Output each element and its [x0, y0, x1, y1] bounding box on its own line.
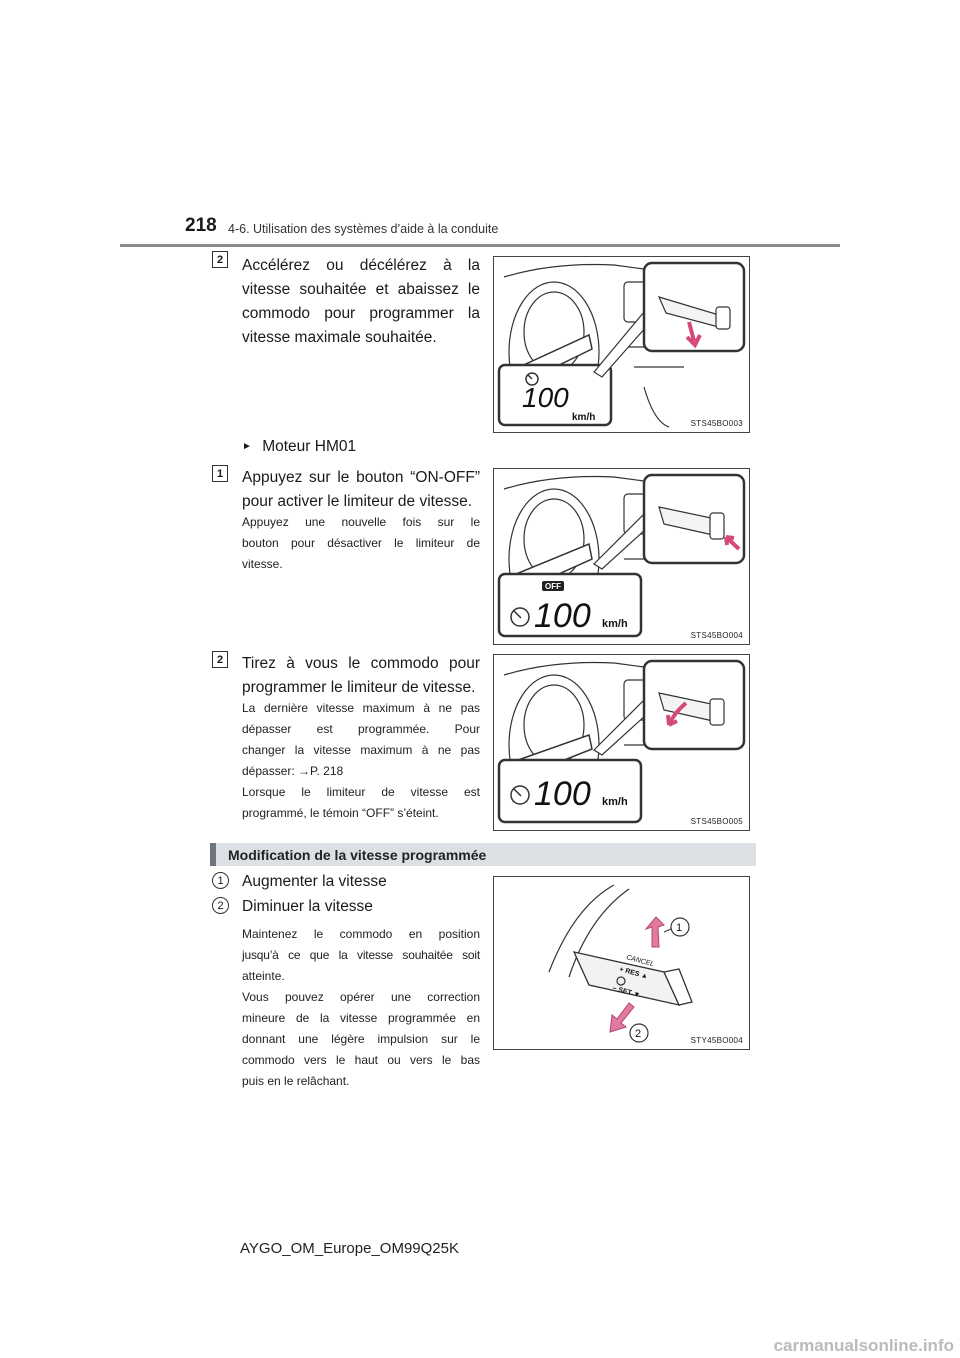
text-line: programmer le limiteur de vitesse. [242, 679, 476, 696]
step-1-note [242, 512, 480, 575]
text-line: Accélérez ou décélérez à la [242, 257, 480, 274]
step-2-text [242, 254, 480, 350]
speed-display: 100 [534, 597, 591, 635]
lever-illustration [494, 877, 749, 1049]
lever-set-label: − SET ▼ [611, 985, 641, 1000]
step-1-text [242, 466, 480, 514]
note-line: puis en le relâchant. [242, 1074, 350, 1088]
speed-display: 100 [534, 775, 591, 813]
engine-heading [242, 438, 356, 456]
section-title: Modification de la vitesse programmée [228, 847, 487, 863]
note-line: atteinte. [242, 969, 285, 983]
off-indicator: OFF [545, 582, 561, 591]
speed-unit: km/h [602, 796, 628, 808]
figure-lever-adjust [493, 876, 750, 1050]
chapter-title: 4-6. Utilisation des systèmes d’aide à la conduite [228, 222, 499, 236]
note-line: bouton pour désactiver le limiteur de [242, 536, 480, 550]
callout-1: 1 [676, 922, 683, 934]
page-number: 218 [185, 215, 217, 236]
note-line: La dernière vitesse maximum à ne pas [242, 701, 480, 715]
note-line: programmé, le témoin “OFF” s’éteint. [242, 806, 439, 820]
note-line: Lorsque le limiteur de vitesse est [242, 785, 480, 799]
text-line: pour activer le limiteur de vitesse. [242, 493, 473, 510]
item-number-1: 1 [212, 872, 229, 889]
section-heading [210, 843, 756, 866]
note-line: jusqu’à ce que la vitesse souhaitée soit [242, 948, 480, 962]
note-line: Maintenez le commodo en position [242, 927, 480, 941]
text-line: vitesse souhaitée et abaissez le [242, 281, 480, 298]
text-line: commodo pour programmer la [242, 305, 480, 322]
lever-res-label: + RES ▲ [618, 966, 649, 981]
note-line: Appuyez une nouvelle fois sur le [242, 515, 480, 529]
note-line: commodo vers le haut ou vers le bas [242, 1053, 480, 1067]
note-line: vitesse. [242, 557, 283, 571]
figure-speed-setting [493, 256, 750, 433]
note-line: donnant une légère impulsion sur le [242, 1032, 480, 1046]
figure-limiter-set [493, 654, 750, 831]
note-line: dépasser: →P. 218 [242, 764, 344, 778]
note-line: Vous pouvez opérer une correction [242, 990, 480, 1004]
header-rule [120, 244, 840, 247]
step-2-pull-text [242, 652, 480, 700]
step-number-2: 2 [212, 651, 228, 668]
note-line: dépasser est programmée. Pour [242, 722, 480, 736]
figure-code: STS45BO005 [690, 817, 743, 826]
figure-code: STS45BO004 [690, 631, 743, 640]
engine-heading-label: Moteur HM01 [262, 438, 357, 455]
tap-note [242, 987, 480, 1092]
callout-2: 2 [635, 1028, 642, 1040]
watermark: carmanualsonline.info [773, 1336, 954, 1355]
figure-limiter-on-off [493, 468, 750, 645]
figure-code: STS45BO003 [690, 419, 743, 428]
dashboard-illustration [494, 257, 749, 432]
item-1-label: Augmenter la vitesse [242, 873, 387, 890]
item-number-2: 2 [212, 897, 229, 914]
speed-display: 100 [522, 382, 569, 413]
note-line: mineure de la vitesse programmée en [242, 1011, 480, 1025]
hold-note [242, 924, 480, 987]
document-id: AYGO_OM_Europe_OM99Q25K [240, 1240, 459, 1257]
item-2-label: Diminuer la vitesse [242, 898, 373, 915]
step-number-1: 1 [212, 465, 228, 482]
dashboard-illustration [494, 469, 749, 644]
step-number-2: 2 [212, 251, 228, 268]
triangle-arrow-icon: ► [242, 441, 252, 452]
step-2-note-1 [242, 698, 480, 782]
figure-code: STY45BO004 [690, 1036, 743, 1045]
lever-cancel-label: CANCEL [625, 954, 655, 969]
text-line: Tirez à vous le commodo pour [242, 655, 480, 672]
dashboard-illustration [494, 655, 749, 830]
note-line: changer la vitesse maximum à ne pas [242, 743, 480, 757]
text-line: Appuyez sur le bouton “ON-OFF” [242, 469, 480, 486]
speed-unit: km/h [572, 412, 596, 423]
text-line: vitesse maximale souhaitée. [242, 329, 437, 346]
speed-unit: km/h [602, 618, 628, 630]
step-2-note-2 [242, 782, 480, 824]
